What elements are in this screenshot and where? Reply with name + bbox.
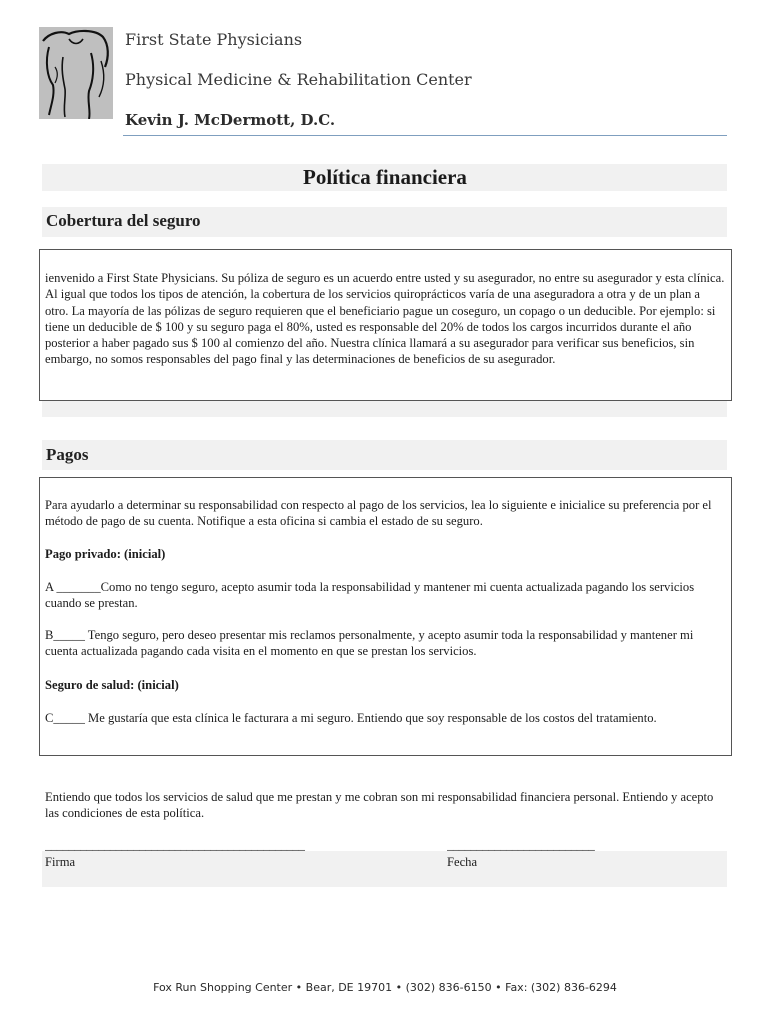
- header-divider: [123, 135, 727, 136]
- acknowledgement-text: Entiendo que todos los servicios de salud que me prestan y me cobran son mi responsabilidad financiera personal. Entiendo y acepto las condiciones de esta política.: [45, 790, 714, 821]
- payments-heading-band: [42, 440, 727, 470]
- payments-intro: Para ayudarlo a determinar su responsabilidad con respecto al pago de los servicios, lea lo siguiente e inicialice su preferencia por el método de pago de su cuenta. Notifique a esta oficina si cambia el estado de su seguro.: [45, 498, 712, 529]
- option-a-text: A _______Como no tengo seguro, acepto asumir toda la responsabilidad y mantener mi cuenta actualizada pagando los servicios cuando se prestan.: [45, 580, 695, 611]
- footer-contact: Fox Run Shopping Center • Bear, DE 19701 • (302) 836-6150 • Fax: (302) 836-6294: [153, 981, 617, 994]
- date-label: Fecha: [447, 855, 478, 869]
- insurance-heading: Cobertura del seguro: [46, 211, 201, 230]
- insurance-text: ienvenido a First State Physicians. Su póliza de seguro es un acuerdo entre usted y su asegurador, no entre su asegurador y esta clínica. Al igual que todos los tipos de atención, la cobertura de los servicios quiroprácticos varía de una aseguradora a otra y de un plan a otro. La mayoría de las pólizas de seguro requieren que el beneficiario pague un coseguro, un copago o un deducible. Por ejemplo: si tiene un deducible de $ 100 y su seguro paga el 80%, usted es responsable del 20% de todos los cargos incurridos durante el año posterior a haber pagado sus $ 100 al comienzo del año. Nuestra clínica llamará a su asegurador para verificar sus beneficios, sin embargo, no somos responsables del pago final y las determinaciones de beneficios de su asegurador.: [45, 271, 725, 367]
- signature-label: Firma: [45, 855, 76, 869]
- private-pay-heading: Pago privado: (inicial): [45, 547, 166, 561]
- center-name: Physical Medicine & Rehabilitation Center: [125, 70, 472, 89]
- health-insurance-heading: Seguro de salud: (inicial): [45, 678, 179, 692]
- clinic-logo: [39, 27, 113, 119]
- insurance-footer-band: [42, 401, 727, 417]
- option-b-text: B_____ Tengo seguro, pero deseo presentar mis reclamos personalmente, y acepto asumir toda la responsabilidad y mantener mi cuenta actualizada pagando cada visita en el momento en que se prestan los servicios.: [45, 628, 694, 659]
- signature-band: [42, 851, 727, 887]
- payments-heading: Pagos: [46, 445, 89, 464]
- doctor-name: Kevin J. McDermott, D.C.: [125, 111, 336, 129]
- spine-figure-icon: [39, 27, 113, 119]
- date-line[interactable]: _________________________: [447, 838, 595, 852]
- org-name: First State Physicians: [125, 30, 303, 49]
- option-c-text: C_____ Me gustaría que esta clínica le facturara a mi seguro. Entiendo que soy responsable de los costos del tratamiento.: [45, 711, 657, 725]
- signature-line[interactable]: ____________________________________________: [45, 838, 305, 852]
- page-title: Política financiera: [303, 165, 467, 189]
